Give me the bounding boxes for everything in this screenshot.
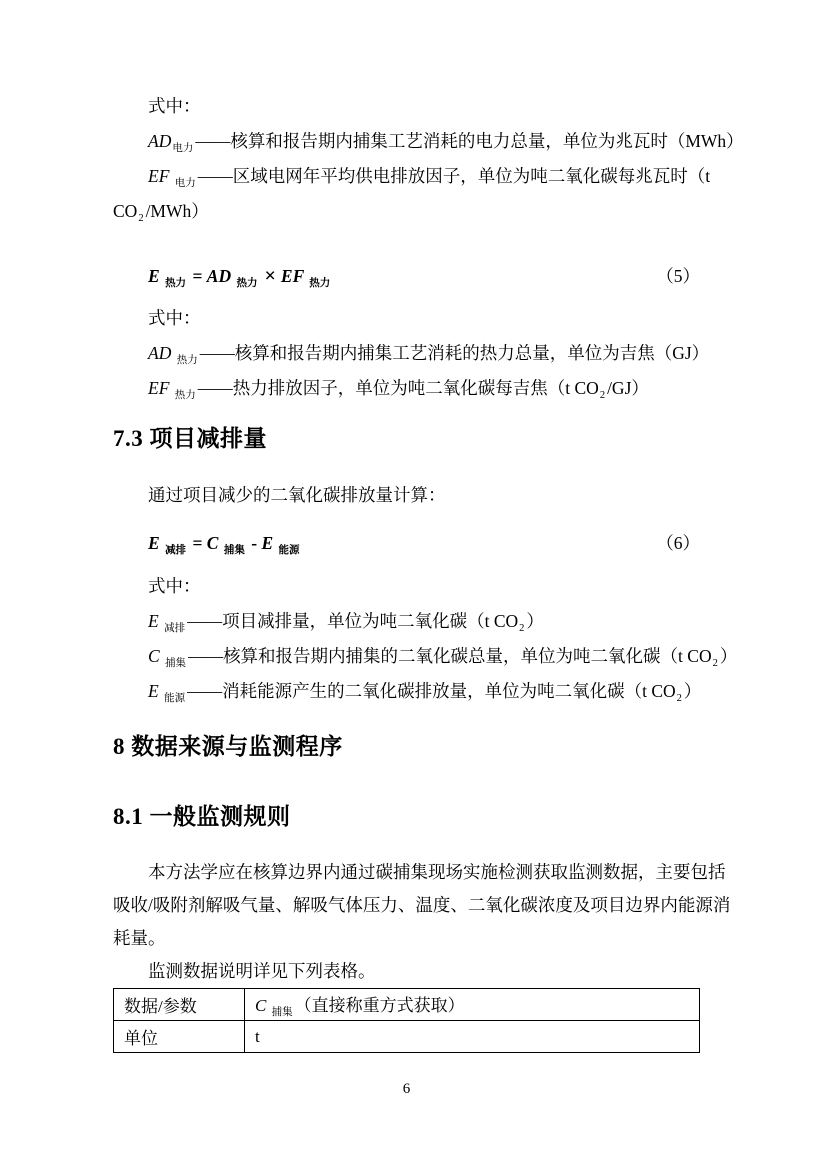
formula-legend-label-reduction: 式中： [148, 576, 201, 596]
formula-6-number: （6） [656, 533, 700, 553]
monitoring-paragraph-line-1: 本方法学应在核算边界内通过碳捕集现场实施检测获取监测数据，主要包括 [148, 862, 726, 882]
definition-e-reduction: E $_{减排}$ ——项目减排量，单位为吨二氧化碳（t $CO_2$ ） [148, 611, 544, 634]
definition-ad-heat: AD $_{热力}$ ——核算和报告期内捕集工艺消耗的热力总量，单位为吉焦（GJ） [148, 343, 710, 366]
table-cell-parameter-value: C $_{捕集}$ （直接称重方式获取） [245, 989, 700, 1021]
section-heading-7-3: 7.3 项目减排量 [113, 426, 267, 451]
formula-5-expression: E $_{热力}$ = AD $_{热力}$ × EF $_{热力}$ [148, 265, 331, 289]
formula-6-expression: E $_{减排}$ = C $_{捕集}$ - E $_{能源}$ [148, 533, 300, 556]
formula-5 [113, 259, 700, 294]
formula-6 [113, 526, 700, 561]
table-cell-parameter-label: 数据/参数 [114, 989, 245, 1021]
table-cell-unit-value: t [245, 1021, 700, 1053]
formula-legend-label-heat: 式中： [148, 308, 201, 328]
definition-ef-electric-wrap: $CO_2$ /MWh） [113, 201, 209, 224]
definition-e-energy: E $_{能源}$ ——消耗能源产生的二氧化碳排放量，单位为吨二氧化碳（t $CO_2$ ） [148, 681, 702, 704]
formula-5-number: （5） [656, 266, 700, 286]
table-row-parameter [114, 989, 700, 1021]
table-row-unit [114, 1021, 700, 1053]
definition-ef-electric: EF $_{电力}$ ——区域电网年平均供电排放因子，单位为吨二氧化碳每兆瓦时（t [148, 166, 711, 189]
page-number: 6 [402, 1081, 411, 1097]
definition-ad-electric: $AD_{电力}$ ——核算和报告期内捕集工艺消耗的电力总量，单位为兆瓦时（MWh） [148, 131, 744, 154]
monitoring-paragraph-line-2: 吸收/吸附剂解吸气量、解吸气体压力、温度、二氧化碳浓度及项目边界内能源消 [113, 895, 731, 915]
section-heading-8-1: 8.1 一般监测规则 [113, 804, 291, 829]
document-content [113, 0, 744, 1170]
monitoring-table-intro: 监测数据说明详见下列表格。 [148, 961, 376, 981]
formula-6-intro: 通过项目减少的二氧化碳排放量计算： [148, 485, 446, 505]
monitoring-data-table [113, 988, 700, 1053]
definition-ef-heat: EF $_{热力}$ ——热力排放因子，单位为吨二氧化碳每吉焦（t $CO_2$ /GJ） [148, 378, 649, 401]
formula-legend-label-electric: 式中： [148, 96, 201, 116]
definition-c-capture: C $_{捕集}$ ——核算和报告期内捕集的二氧化碳总量，单位为吨二氧化碳（t $CO_2$ ） [148, 646, 738, 669]
section-heading-8: 8 数据来源与监测程序 [113, 734, 343, 759]
monitoring-paragraph-line-3: 耗量。 [113, 928, 166, 948]
table-cell-unit-label: 单位 [114, 1021, 245, 1053]
